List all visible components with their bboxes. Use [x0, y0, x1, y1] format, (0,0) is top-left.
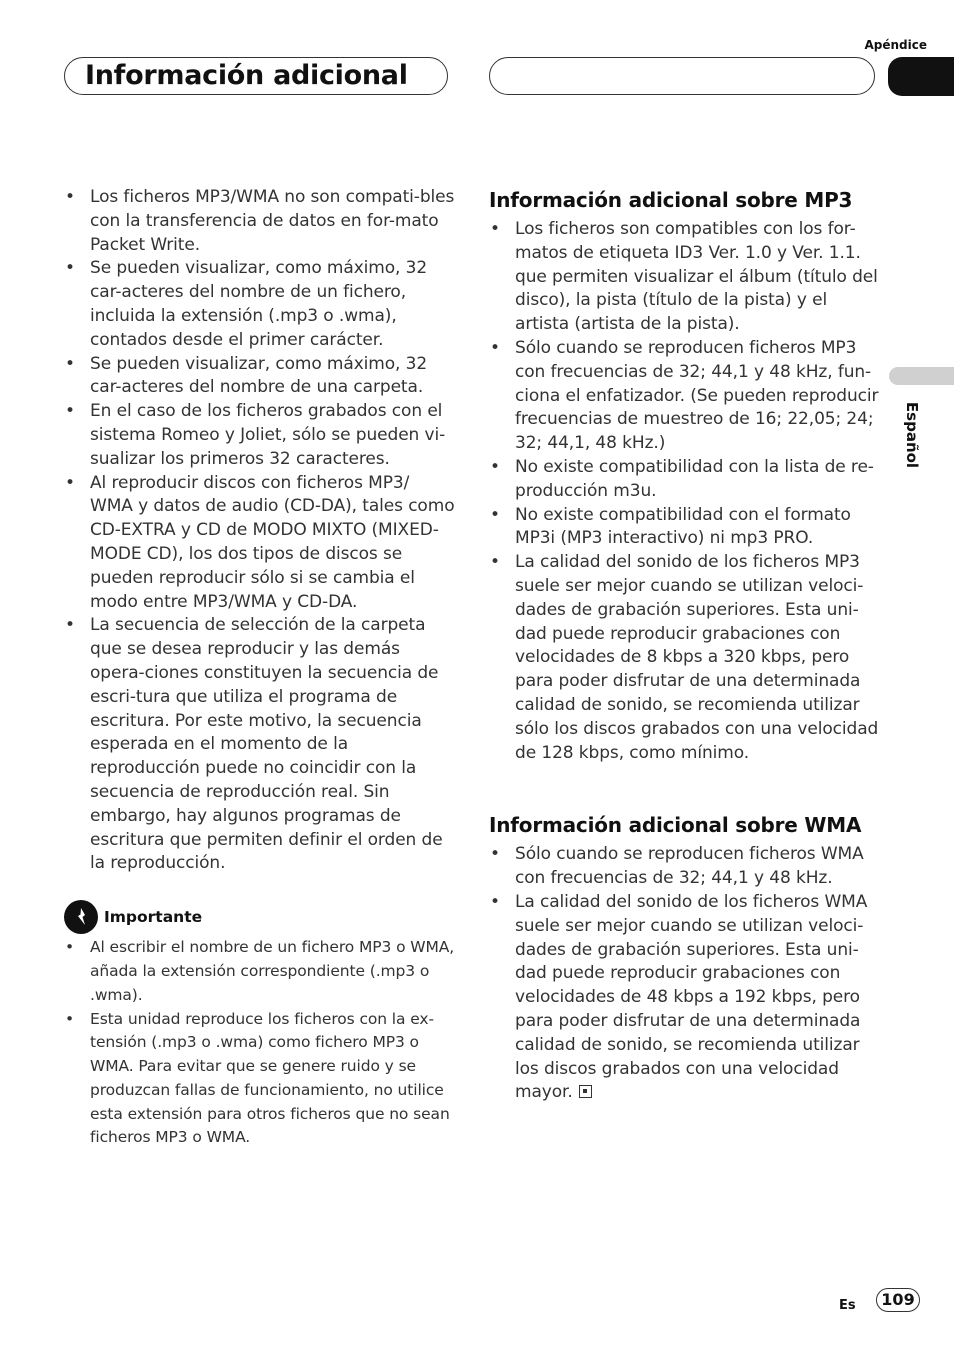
list-item: • En el caso de los ficheros grabados con el sistema Romeo y Joliet, sólo se pueden vi-sualizar los primeros 32 caracteres.: [65, 401, 446, 469]
list-item: • Se pueden visualizar, como máximo, 32 car-acteres del nombre de un fichero, incluida la extensión (.mp3 o .wma), contados desde el primer carácter.: [65, 258, 428, 350]
wma-section-heading: Información adicional sobre WMA: [489, 813, 862, 838]
bullet-icon: •: [65, 401, 75, 422]
side-language-label: Español: [903, 401, 921, 469]
header-right-box: [489, 57, 875, 95]
bullet-icon: •: [490, 219, 500, 239]
list-item: • No existe compatibilidad con la lista de re-producción m3u.: [490, 456, 874, 501]
mp3-bullet-list: [489, 218, 881, 765]
list-item: • No existe compatibilidad con el formato MP3i (MP3 interactivo) ni mp3 PRO.: [490, 504, 851, 549]
list-item: • La secuencia de selección de la carpeta que se desea reproducir y las demás opera-ciones constituyen la secuencia de escri-tura que utiliza el programa de escritura. Por este motivo, la secuencia esperada en el momento de la reproducción puede no coincidir con la secuencia de reproducción real. Sin embargo, hay algunos programas de escritura que permiten definir el orden de la reproducción.: [65, 615, 443, 874]
left-bullet-list: [64, 186, 456, 876]
page-title: Información adicional: [85, 60, 408, 91]
bullet-icon: •: [490, 337, 500, 358]
important-bullet-list: [64, 936, 456, 1150]
important-icon: [64, 900, 98, 934]
language-tab-marker: [889, 367, 954, 385]
list-item: • Se pueden visualizar, como máximo, 32 car-acteres del nombre de una carpeta.: [65, 353, 428, 398]
left-column: [64, 186, 456, 1150]
right-column: [489, 186, 881, 1105]
list-item: • Sólo cuando se reproducen ficheros MP3 con frecuencias de 32; 44,1 y 48 kHz, fun-ciona el enfatizador. (Se pueden reproducir frecuencias de muestreo de 16; 22,05; 24; 32; 44,1, 48 kHz.): [490, 337, 879, 454]
list-item: • Los ficheros son compatibles con los for-matos de etiqueta ID3 Ver. 1.0 y Ver. 1.1. que permiten visualizar el álbum (título del disco), la pista (título de la pista) y el artista (artista de la pista).: [490, 219, 878, 335]
bullet-icon: •: [490, 504, 500, 525]
bullet-icon: •: [490, 456, 500, 477]
bullet-icon: •: [65, 1009, 75, 1028]
bullet-icon: •: [490, 552, 500, 573]
list-item: • La calidad del sonido de los ficheros MP3 suele ser mejor cuando se utilizan veloci-dades de grabación superiores. Esta uni-dad puede reproducir grabaciones con velocidades de 8 kbps a 320 kbps, pero para poder disfrutar de una determinada calidad de sonido, se recomienda utilizar sólo los discos grabados con una velocidad de 128 kbps, como mínimo.: [490, 552, 879, 763]
bullet-icon: •: [65, 472, 75, 493]
bullet-icon: •: [65, 353, 75, 374]
list-item: • Al escribir el nombre de un fichero MP3 o WMA, añada la extensión correspondiente (.mp3 o .wma).: [65, 938, 455, 1004]
end-of-section-icon: [579, 1085, 592, 1098]
footer-language-code: Es: [839, 1298, 856, 1313]
page-number: 109: [876, 1288, 920, 1312]
important-label: Importante: [104, 908, 203, 927]
title-box: [64, 57, 448, 95]
bullet-icon: •: [65, 187, 75, 207]
bullet-icon: •: [65, 615, 75, 636]
bullet-icon: •: [490, 844, 500, 865]
important-note-header: [64, 900, 456, 934]
section-label: Apéndice: [864, 38, 927, 52]
list-item: • Esta unidad reproduce los ficheros con la ex-tensión (.mp3 o .wma) como fichero MP3 o WMA. Para evitar que se genere ruido y se produzcan fallas de funcionamiento, no utilice esta extensión para otros ficheros que no sean ficheros MP3 o WMA.: [65, 1009, 450, 1147]
list-item: • Al reproducir discos con ficheros MP3/ WMA y datos de audio (CD-DA), tales como CD-EXTRA y CD de MODO MIXTO (MIXED-MODE CD), los dos tipos de discos se pueden reproducir sólo si se cambia el modo entre MP3/WMA y CD-DA.: [65, 472, 455, 612]
list-item: • Sólo cuando se reproducen ficheros WMA con frecuencias de 32; 44,1 y 48 kHz.: [490, 844, 864, 889]
header-black-tab: [888, 57, 954, 96]
bullet-icon: •: [490, 891, 500, 912]
wma-bullet-list: [489, 843, 881, 1105]
list-item: • La calidad del sonido de los ficheros WMA suele ser mejor cuando se utilizan veloci-dades de grabación superiores. Esta uni-dad puede reproducir grabaciones con velocidades de 48 kbps a 192 kbps, pero para poder disfrutar de una determinada calidad de sonido, se recomienda utilizar los discos grabados con una velocidad mayor.: [490, 891, 868, 1103]
bullet-icon: •: [65, 258, 75, 279]
list-item: • Los ficheros MP3/WMA no son compati-bles con la transferencia de datos en for-mato Packet Write.: [65, 187, 455, 255]
bullet-icon: •: [65, 938, 75, 957]
mp3-section-heading: Información adicional sobre MP3: [489, 188, 853, 212]
